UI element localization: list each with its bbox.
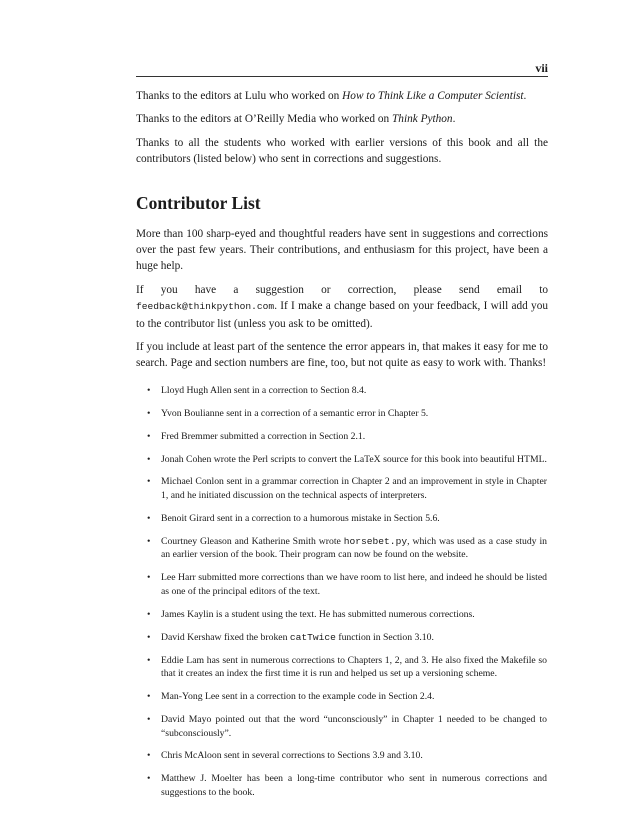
bullet-icon: • <box>147 384 151 396</box>
contributor-text: Lloyd Hugh Allen sent in a correction to Section 8.4. <box>161 384 367 396</box>
contributor-item <box>136 453 548 467</box>
contributor-item <box>136 571 548 598</box>
feedback-text: . If I make a change based on your feedback, I will add you to the contributor list (unless you ask to be omitted). <box>136 300 548 330</box>
contributor-text: , which was used as a case study in an earlier version of the book. Their program can now be found on the website. <box>161 535 547 561</box>
page-body <box>136 88 548 809</box>
bullet-icon: • <box>147 512 151 524</box>
intro-text: Thanks to the editors at Lulu who worked on <box>136 90 343 102</box>
intro-paragraph-lulu <box>136 88 548 104</box>
bullet-icon: • <box>147 453 151 465</box>
header-rule <box>136 76 548 77</box>
contributor-item <box>136 713 548 740</box>
contributor-text: Michael Conlon sent in a grammar correction in Chapter 2 and an improvement in style in Chapter 1, and he initiated discussion on the technical aspects of interpreters. <box>161 476 547 502</box>
bullet-icon: • <box>147 631 151 643</box>
contributor-text: Eddie Lam has sent in numerous corrections to Chapters 1, 2, and 3. He also fixed the Makefile so that it creates an index the first time it is run and helped us set up a versioning scheme. <box>161 654 547 680</box>
contributor-text: David Mayo pointed out that the word “unconsciously” in Chapter 1 needed to be changed to “subconsciously”. <box>161 713 547 739</box>
contributor-text: Chris McAloon sent in several corrections to Sections 3.9 and 3.10. <box>161 750 423 762</box>
contributor-text: Man-Yong Lee sent in a correction to the example code in Section 2.4. <box>161 691 435 703</box>
contributor-item <box>136 690 548 704</box>
feedback-email: feedback@thinkpython.com <box>136 301 275 313</box>
intro-text: . <box>452 113 456 126</box>
bullet-icon: • <box>147 407 151 419</box>
code-reference: catTwice <box>289 631 336 643</box>
contributor-text: David Kershaw fixed the broken <box>161 631 290 643</box>
bullet-icon: • <box>147 654 151 666</box>
contributor-text: James Kaylin is a student using the text. He has submitted numerous corrections. <box>161 608 475 620</box>
intro-text: Thanks to the editors at O’Reilly Media who worked on <box>136 113 393 126</box>
bullet-icon: • <box>147 572 151 584</box>
contributor-item <box>136 384 548 398</box>
book-title: Think Python <box>392 113 453 126</box>
bullet-icon: • <box>147 691 151 703</box>
contributor-text: Lee Harr submitted more corrections than we have room to list here, and indeed he should be listed as one of the principal editors of the text. <box>161 572 547 597</box>
bullet-icon: • <box>147 773 151 785</box>
contributor-text: Courtney Gleason and Katherine Smith wrote <box>161 535 344 547</box>
contributor-text: Benoit Girard sent in a correction to a humorous mistake in Section 5.6. <box>161 512 440 524</box>
intro-text: . <box>523 90 527 102</box>
bullet-icon: • <box>147 750 151 762</box>
contributor-item <box>136 749 548 763</box>
contributor-item <box>136 772 548 799</box>
feedback-text: If you have a suggestion or correction, please send email to <box>136 283 548 296</box>
contributor-item <box>136 430 548 444</box>
bullet-icon: • <box>147 476 151 488</box>
contributor-list <box>136 384 548 800</box>
contributor-text: function in Section 3.10. <box>335 631 434 643</box>
feedback-paragraph <box>136 282 548 332</box>
code-reference: horsebet.py <box>343 535 408 547</box>
bullet-icon: • <box>147 535 151 547</box>
bullet-icon: • <box>147 430 151 442</box>
contributor-text: Fred Bremmer submitted a correction in Section 2.1. <box>161 430 366 442</box>
contributor-item <box>136 512 548 526</box>
contributor-item <box>136 535 548 562</box>
contributor-item <box>136 407 548 421</box>
contributor-text: Yvon Boulianne sent in a correction of a semantic error in Chapter 5. <box>161 407 429 419</box>
contributor-intro-paragraph: More than 100 sharp-eyed and thoughtful readers have sent in suggestions and corrections over the past few years. Their contributions, and enthusiasm for this project, have been a huge help. <box>136 227 548 273</box>
contributor-item <box>136 631 548 645</box>
intro-paragraph-oreilly <box>136 111 548 127</box>
book-title: How to Think Like a Computer Scientist <box>342 90 524 102</box>
contributor-item <box>136 608 548 622</box>
contributor-text: Jonah Cohen wrote the Perl scripts to convert the LaTeX source for this book into beautiful HTML. <box>161 453 547 465</box>
contributor-item <box>136 654 548 681</box>
contributor-text: Matthew J. Moelter has been a long-time contributor who sent in numerous corrections and suggestions to the book. <box>161 773 547 798</box>
bullet-icon: • <box>147 608 151 620</box>
bullet-icon: • <box>147 713 151 725</box>
section-heading: Contributor List <box>136 192 261 213</box>
page-number: vii <box>535 61 548 75</box>
contributor-item <box>136 475 548 502</box>
search-tip-paragraph: If you include at least part of the sentence the error appears in, that makes it easy for me to search. Page and section numbers are fine, too, but not quite as easy to work with. Thanks! <box>136 341 548 370</box>
intro-paragraph-students: Thanks to all the students who worked with earlier versions of this book and all the contributors (listed below) who sent in corrections and suggestions. <box>136 136 548 166</box>
